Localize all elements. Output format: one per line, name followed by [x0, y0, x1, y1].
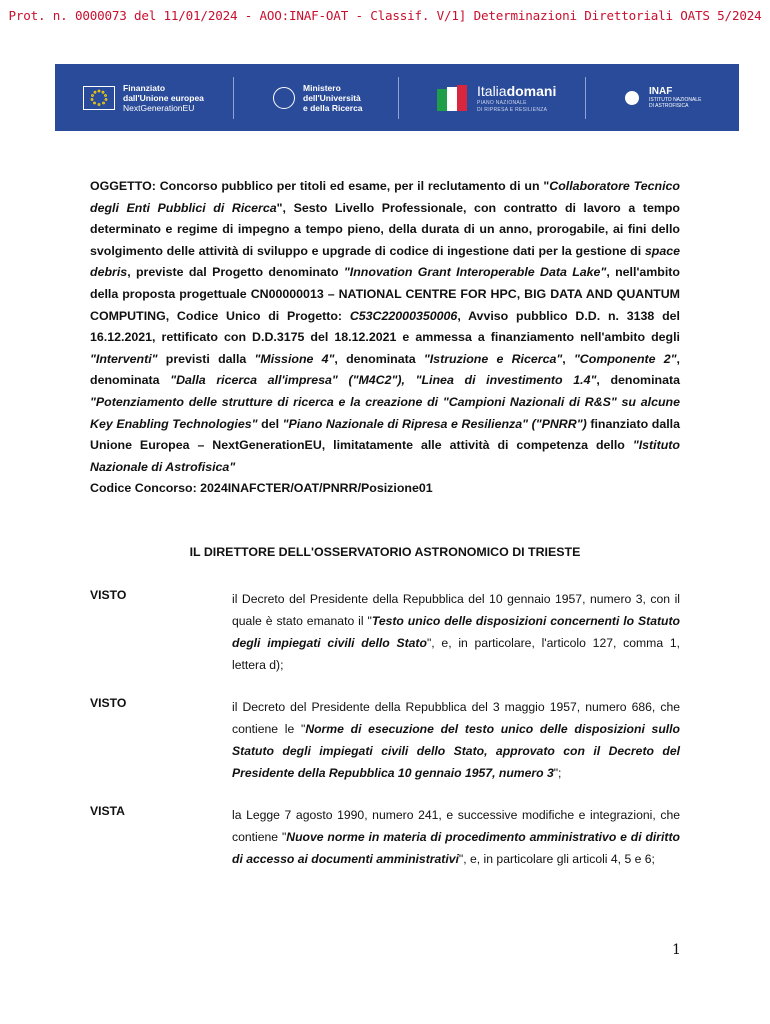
recital-text: il Decreto del Presidente della Repubblica del 3 maggio 1957, numero 686, che contiene le "Norme di esecuzione del testo unico delle disposizioni sullo Statuto degli impiegati civili dello Stato, approvato con il Decreto del Presidente della Repubblica 10 gennaio 1957, numero 3"; — [232, 700, 680, 780]
italia-text: Italia — [477, 82, 507, 99]
italia-domani-logo — [433, 64, 556, 131]
eu-text-1: Finanziato — [123, 82, 166, 93]
republic-emblem-icon — [273, 87, 295, 109]
eu-text-3: NextGenerationEU — [123, 102, 195, 113]
banner-divider — [585, 77, 586, 119]
pnrr-subtitle-1: PIANO NAZIONALE — [477, 99, 527, 106]
eu-text-2: dall'Unione europea — [123, 92, 204, 103]
eu-logo — [83, 64, 204, 131]
recital-label: VISTO — [90, 696, 127, 710]
recital-label: VISTA — [90, 804, 125, 818]
pnrr-subtitle-2: DI RIPRESA E RESILIENZA — [477, 106, 548, 113]
eu-flag-icon — [83, 86, 115, 110]
inaf-subtitle-1: ISTITUTO NAZIONALE — [649, 96, 702, 103]
mur-logo — [273, 64, 363, 131]
inaf-text: INAF — [649, 85, 673, 97]
banner-divider — [233, 77, 234, 119]
inaf-star-icon — [625, 91, 639, 105]
page-number: 1 — [672, 942, 681, 958]
inaf-subtitle-2: DI ASTROFISICA — [649, 102, 689, 109]
mur-text-2: dell'Università — [303, 92, 361, 103]
mur-text-3: e della Ricerca — [303, 102, 363, 113]
funding-logos-banner — [55, 64, 739, 131]
inaf-logo — [625, 64, 701, 131]
recital-label: VISTO — [90, 588, 127, 602]
director-heading: IL DIRETTORE DELL'OSSERVATORIO ASTRONOMICO DI TRIESTE — [189, 545, 581, 559]
domani-text: domani — [506, 82, 557, 99]
recital-text: la Legge 7 agosto 1990, numero 241, e successive modifiche e integrazioni, che contiene "Nuove norme in materia di procedimento amministrativo e di diritto di accesso ai documenti amministrativi", e, in particolare gli articoli 4, 5 e 6; — [232, 808, 680, 866]
mur-text-1: Ministero — [303, 82, 341, 93]
protocol-stamp: Prot. n. 0000073 del 11/01/2024 - AOO:INAF-OAT - Classif. V/1] Determinazioni Direttoriali OATS 5/2024 — [8, 8, 762, 23]
subject-paragraph: OGGETTO: Concorso pubblico per titoli ed esame, per il reclutamento di un "Collaboratore Tecnico degli Enti Pubblici di Ricerca", Sesto Livello Professionale, con contratto di lavoro a tempo determinato e regime di impegno a tempo pieno, della durata di un anno, prorogabile, ai fini dello svolgimento delle attività di sviluppo e upgrade di codice di ingestione dati per la gestione di space debris, previste dal Progetto denominato "Innovation Grant Interoperable Data Lake", nell'ambito della proposta progettuale CN00000013 – NATIONAL CENTRE FOR HPC, BIG DATA AND QUANTUM COMPUTING, Codice Unico di Progetto: C53C22000350006, Avviso pubblico D.D. n. 3138 del 16.12.2021, rettificato con D.D.3175 del 18.12.2021 e ammessa a finanziamento nell'ambito degli "Interventi" previsti dalla "Missione 4", denominata "Istruzione e Ricerca", "Componente 2", denominata "Dalla ricerca all'impresa" ("M4C2"), "Linea di investimento 1.4", denominata "Potenziamento delle strutture di ricerca e la creazione di "Campioni Nazionali di R&S" su alcune Key Enabling Technologies" del "Piano Nazionale di Ripresa e Resilienza" ("PNRR") finanziato dalla Unione Europea – NextGenerationEU, limitatamente alle attività di competenza dello "Istituto Nazionale di Astrofisica" Codice Concorso: 2024INAFCTER/OAT/PNRR/Posizione01 — [90, 179, 681, 496]
banner-divider — [398, 77, 399, 119]
recital-text: il Decreto del Presidente della Repubblica del 10 gennaio 1957, numero 3, con il quale è stato emanato il "Testo unico delle disposizioni concernenti lo Statuto degli impiegati civili dello Stato", e, in particolare, l'articolo 127, comma 1, lettera d); — [232, 592, 681, 672]
italian-flag-icon — [433, 81, 473, 115]
